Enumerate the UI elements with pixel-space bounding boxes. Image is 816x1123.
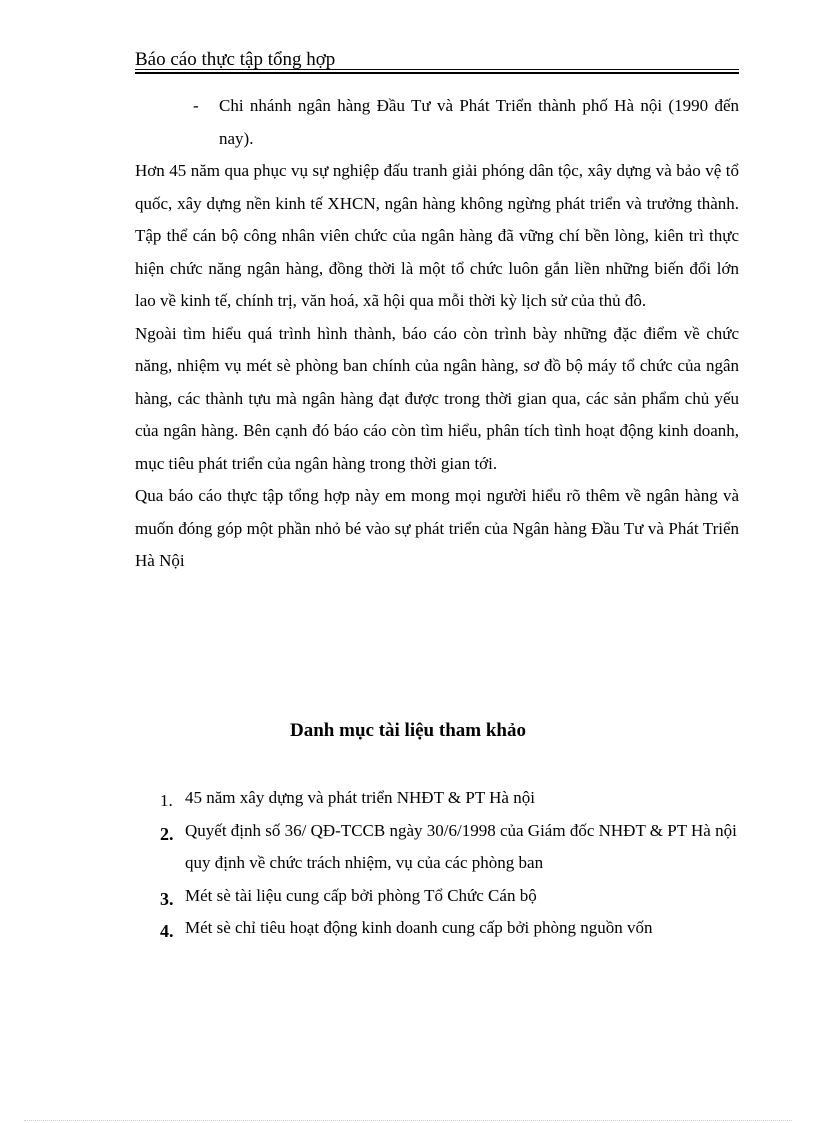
reference-number: 4. [160,921,174,941]
reference-text: Quyết định số 36/ QĐ-TCCB ngày 30/6/1998 của Giám đốc NHĐT & PT Hà nội quy định về chức trách nhiệm, vụ của các phòng ban [185,820,737,872]
page-bottom-border [24,1120,792,1121]
reference-item [160,880,740,913]
reference-item [160,815,740,880]
reference-text: 45 năm xây dựng và phát triển NHĐT & PT Hà nội [185,788,535,807]
reference-text: Mét sè chỉ tiêu hoạt động kinh doanh cung cấp bởi phòng nguồn vốn [185,918,653,937]
reference-item [160,912,740,945]
header-rule [135,69,739,70]
references-title: Danh mục tài liệu tham khảo [290,720,526,741]
header-rule-double [135,72,739,74]
reference-text: Mét sè tài liệu cung cấp bởi phòng Tổ Chức Cán bộ [185,885,537,905]
paragraph: Hơn 45 năm qua phục vụ sự nghiệp đấu tranh giải phóng dân tộc, xây dựng và bảo vệ tổ quốc, xây dựng nền kinh tế XHCN, ngân hàng không ngừng phát triển và trưởng thành. Tập thể cán bộ công nhân viên chức của ngân hàng đã vững chí bền lòng, kiên trì thực hiện chức năng ngân hàng, đồng thời là một tổ chức luôn gắn liền những biến đổi lớn lao về kinh tế, chính trị, văn hoá, xã hội qua mỗi thời kỳ lịch sử của thủ đô. [135,161,739,310]
bullet-text: Chi nhánh ngân hàng Đầu Tư và Phát Triển thành phố Hà nội (1990 đến nay). [219,96,739,148]
reference-number: 1. [160,791,173,810]
header-title: Báo cáo thực tập tổng hợp [135,49,336,70]
paragraph: Qua báo cáo thực tập tổng hợp này em mong mọi người hiểu rõ thêm về ngân hàng và muốn đóng góp một phần nhỏ bé vào sự phát triển của Ngân hàng Đầu Tư và Phát Triển Hà Nội [135,486,739,570]
references-list [160,782,740,945]
body-text [135,155,739,578]
reference-number: 2. [160,823,174,844]
paragraph: Ngoài tìm hiểu quá trình hình thành, báo cáo còn trình bày những đặc điểm về chức năng, nhiệm vụ mét sè phòng ban chính của ngân hàng, sơ đồ bộ máy tổ chức của ngân hàng, các thành tựu mà ngân hàng đạt được trong thời gian qua, các sản phẩm chủ yếu của ngân hàng. Bên cạnh đó báo cáo còn tìm hiểu, phân tích tình hoạt động kinh doanh, mục tiêu phát triển của ngân hàng trong thời gian tới. [135,323,739,473]
reference-item [160,782,740,815]
reference-number: 3. [160,888,174,909]
bullet-marker: - [193,96,199,115]
page-header [135,48,739,72]
